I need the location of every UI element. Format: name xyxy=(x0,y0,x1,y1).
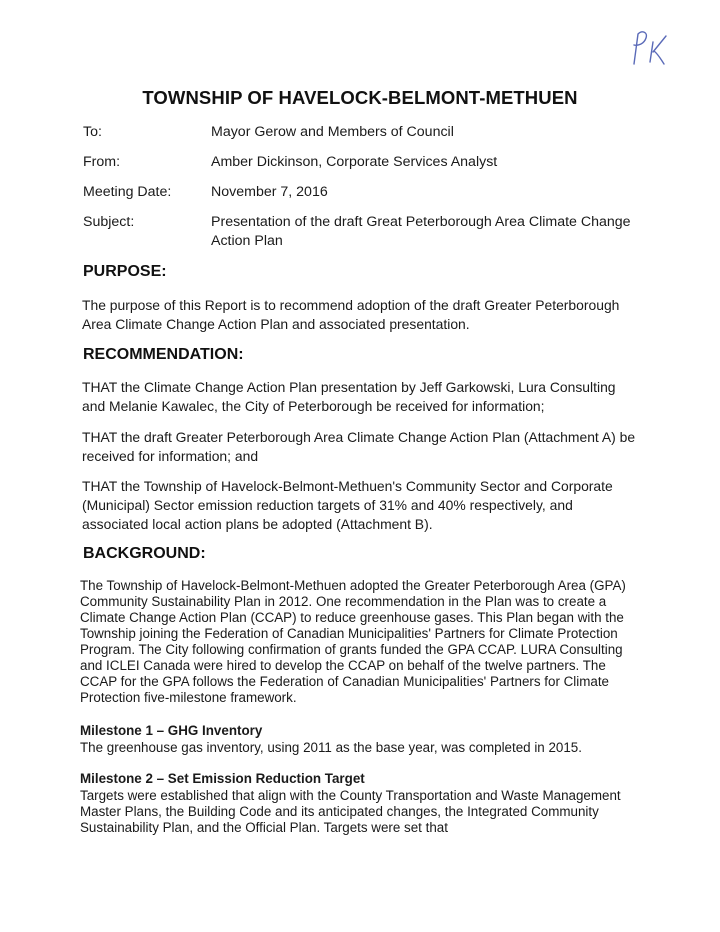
memo-date-value: November 7, 2016 xyxy=(211,184,328,200)
purpose-heading: PURPOSE: xyxy=(83,263,167,280)
memo-to-label: To: xyxy=(83,124,102,140)
background-heading: BACKGROUND: xyxy=(83,545,206,562)
memo-from-label: From: xyxy=(83,154,121,170)
milestone-text: Targets were established that align with the County Transportation and Waste Management Master Plans, the Building Code and its anticipated changes, the Integrated Community Sustainability Plan, and the Official Plan. Targets were set that xyxy=(80,788,621,835)
recommendation-item: THAT the Climate Change Action Plan presentation by Jeff Garkowski, Lura Consulting and Melanie Kawalec, the City of Peterborough be received for information; xyxy=(82,379,616,414)
milestone-heading: Milestone 1 – GHG Inventory xyxy=(80,723,263,738)
memo-subject-value: Presentation of the draft Great Peterborough Area Climate Change Action Plan xyxy=(211,214,631,249)
document-title: TOWNSHIP OF HAVELOCK-BELMONT-METHUEN xyxy=(142,87,578,108)
memo-subject-label: Subject: xyxy=(83,214,135,230)
recommendation-heading: RECOMMENDATION: xyxy=(83,346,244,363)
background-text: The Township of Havelock-Belmont-Methuen adopted the Greater Peterborough Area (GPA) Community Sustainability Plan in 2012. One recommendation in the Plan was to create a Climate Change Action Plan (CCAP) to reduce greenhouse gases. This Plan began with the Township joining the Federation of Canadian Municipalities' Partners for Climate Protection Program. The City following confirmation of grants funded the GPA CCAP. LURA Consulting and ICLEI Canada were hired to develop the CCAP on behalf of the twelve partners. The CCAP for the GPA follows the Federation of Canadian Municipalities' Partners for Climate Protection five-milestone framework. xyxy=(80,578,626,705)
milestone-heading: Milestone 2 – Set Emission Reduction Target xyxy=(80,771,365,786)
milestone-text: The greenhouse gas inventory, using 2011 as the base year, was completed in 2015. xyxy=(80,740,582,755)
purpose-text: The purpose of this Report is to recommend adoption of the draft Greater Peterborough Area Climate Change Action Plan and associated presentation. xyxy=(82,297,620,332)
memo-to-value: Mayor Gerow and Members of Council xyxy=(211,124,454,140)
memo-date-label: Meeting Date: xyxy=(83,184,172,200)
recommendation-item: THAT the draft Greater Peterborough Area Climate Change Action Plan (Attachment A) be received for information; and xyxy=(82,429,636,464)
memo-from-value: Amber Dickinson, Corporate Services Analyst xyxy=(211,154,498,170)
handwritten-initials xyxy=(622,28,672,68)
recommendation-item: THAT the Township of Havelock-Belmont-Methuen's Community Sector and Corporate (Municipal) Sector emission reduction targets of 31% and 40% respectively, and associated local action plans be adopted (Attachment B). xyxy=(82,478,613,532)
